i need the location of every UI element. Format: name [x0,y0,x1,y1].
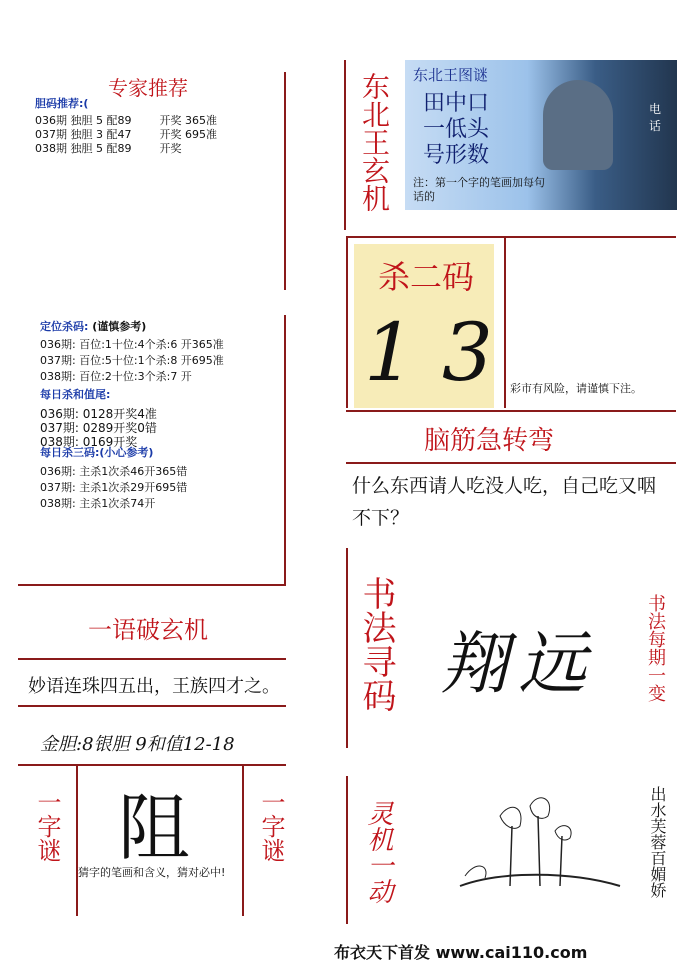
tumi-panel [405,60,677,210]
lingji-title: 灵机一动 [363,800,393,904]
yizimi-hint: 猜字的笔画和含义，猜对必中! [78,866,226,879]
danma-row: 038期 独胆 5 配89 开奖 [35,142,182,155]
yizimi-left: 一字谜 [33,790,61,862]
naojin-title: 脑筋急转弯 [424,426,555,456]
tumi-line: 一低头 [423,117,490,142]
dongbei-vertical: 东北王玄机 [358,72,391,212]
yizimi-border [76,766,78,916]
sansha-row: 037期: 主杀1次杀29开695错 [40,481,188,494]
dingwei-row: 038期: 百位:2十位:3个杀:7 开 [40,370,192,383]
shufa-title: 书法寻码 [356,576,396,712]
yizimi-char: 阻 [118,786,191,870]
divider [504,236,506,408]
jindan-text: 金胆:8银胆 9和值12-18 [40,734,235,755]
shaerma-digit: 1 [364,306,415,399]
hezhi-row: 037期: 0289开奖0错 [40,421,157,435]
yiyu-title: 一语破玄机 [88,616,208,644]
sansha-row: 038期: 主杀1次杀74开 [40,497,156,510]
hezhi-row: 036期: 0128开奖4准 [40,407,157,421]
shaerma-digit: 3 [442,306,493,399]
danma-label: 胆码推荐:( [35,97,89,110]
danma-row: 036期 独胆 5 配89 开奖 365准 [35,114,217,127]
sansha-row: 036期: 主杀1次杀46开365错 [40,465,188,478]
yiyu-text: 妙语连珠四五出，王族四才之。 [28,676,280,697]
shufa-chars: 翔远 [440,625,597,704]
shaerma-border [346,236,348,408]
tumi-note: 注：第一个字的笔画加每句话的 [413,176,545,203]
divider [18,764,286,766]
shufa-side: 书法每期一变 [645,594,666,702]
tumi-side: 电话 [649,102,662,133]
left-border-right [284,72,286,290]
shaerma-panel [354,244,494,408]
shufa-border [346,548,348,748]
shaerma-title: 杀二码 [378,258,475,296]
divider [346,410,676,412]
yizimi-border [242,766,244,916]
flower-drawing-icon [420,776,640,916]
hezhi-label: 每日杀和值尾: [40,388,111,401]
divider [18,584,286,586]
danma-row: 037期 独胆 3 配47 开奖 695准 [35,128,217,141]
lingji-image [420,776,640,916]
risk-text: 彩市有风险，请谨慎下注。 [510,382,642,395]
divider [346,236,676,238]
yizimi-right: 一字谜 [257,790,285,862]
left-border-right-2 [284,315,286,585]
naojin-text: 什么东西请人吃没人吃，自己吃又咽不下？ [352,475,657,529]
dingwei-row: 036期: 百位:1十位:4个杀:6 开365准 [40,338,224,351]
tumi-line: 号形数 [423,143,490,168]
footer: 布衣天下首发 www.cai110.com [334,943,588,962]
tumi-line: 田中口 [423,91,490,116]
hezhi-row: 038期: 0169开奖 [40,435,138,449]
lingji-side: 出水芙蓉百媚娇 [648,786,667,898]
dingwei-row: 037期: 百位:5十位:1个杀:8 开695准 [40,354,224,367]
divider [18,658,286,660]
expert-title: 专家推荐 [108,76,188,100]
dingwei-label: 定位杀码: (谨慎参考) [40,320,147,333]
right-border-left [344,60,346,230]
tumi-title: 东北王图谜 [413,66,489,84]
divider [18,705,286,707]
sansha-label: 每日杀三码:(小心参考) [40,446,154,459]
lingji-border [346,776,348,924]
buddha-image [543,80,613,170]
divider [346,462,676,464]
